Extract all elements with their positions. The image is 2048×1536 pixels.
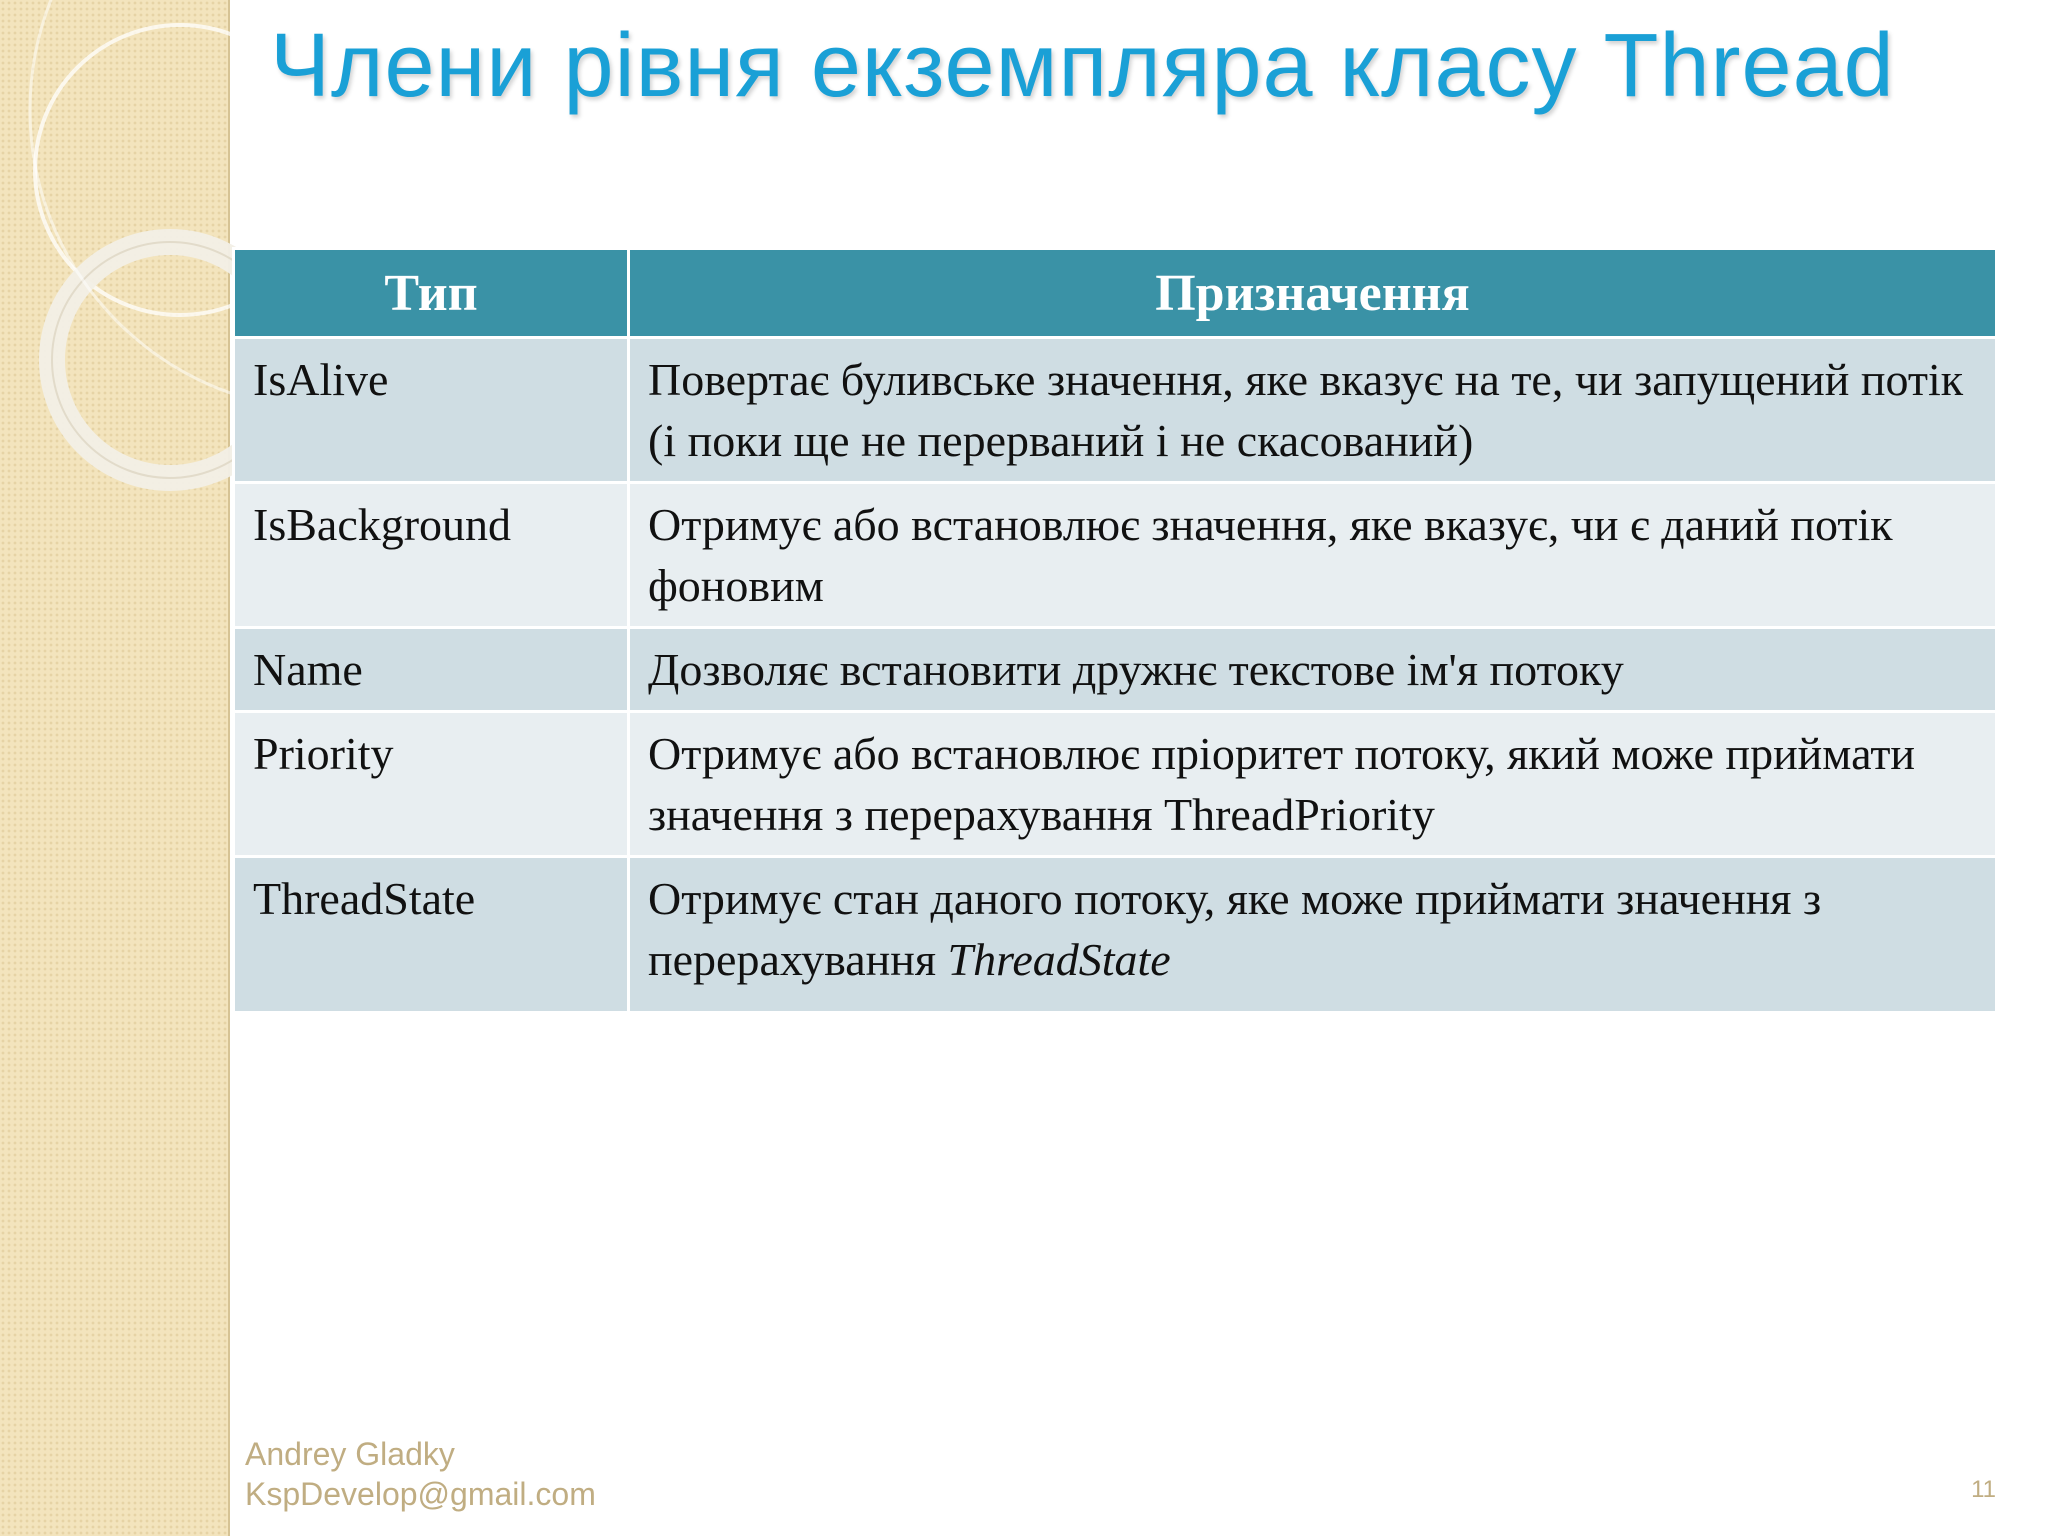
- cell-purpose: Отримує або встановлює пріоритет потоку, який може приймати значення з перерахування ThreadPriority: [629, 712, 1997, 857]
- thread-members-table: [232, 247, 1998, 1014]
- page-number: 11: [1971, 1476, 1996, 1503]
- table-header-row: [234, 249, 1997, 338]
- table-row: [234, 338, 1997, 483]
- cell-type: ThreadState: [234, 857, 629, 1013]
- table-row: [234, 628, 1997, 712]
- cell-purpose: [629, 857, 1997, 1013]
- cell-type: Priority: [234, 712, 629, 857]
- cell-purpose-text: Отримує стан даного потоку, яке може приймати значення з перерахування: [648, 873, 1822, 985]
- cell-type: IsAlive: [234, 338, 629, 483]
- header-purpose: Призначення: [629, 249, 1997, 338]
- cell-purpose: Дозволяє встановити дружнє текстове ім'я потоку: [629, 628, 1997, 712]
- table-row: [234, 857, 1997, 1013]
- footer: [245, 1434, 596, 1514]
- cell-purpose-italic: ThreadState: [947, 934, 1171, 985]
- cell-purpose: Повертає буливське значення, яке вказує на те, чи запущений потік (і поки ще не перерваний і не скасований): [629, 338, 1997, 483]
- decorative-sidebar: [0, 0, 230, 1536]
- cell-type: IsBackground: [234, 483, 629, 628]
- footer-author: Andrey Gladky: [245, 1436, 455, 1472]
- page-title: Члени рівня екземпляра класу Thread: [270, 16, 1895, 116]
- header-type: Тип: [234, 249, 629, 338]
- cell-purpose: Отримує або встановлює значення, яке вказує, чи є даний потік фоновим: [629, 483, 1997, 628]
- table-row: [234, 712, 1997, 857]
- table-row: [234, 483, 1997, 628]
- cell-type: Name: [234, 628, 629, 712]
- footer-email: KspDevelop@gmail.com: [245, 1476, 596, 1512]
